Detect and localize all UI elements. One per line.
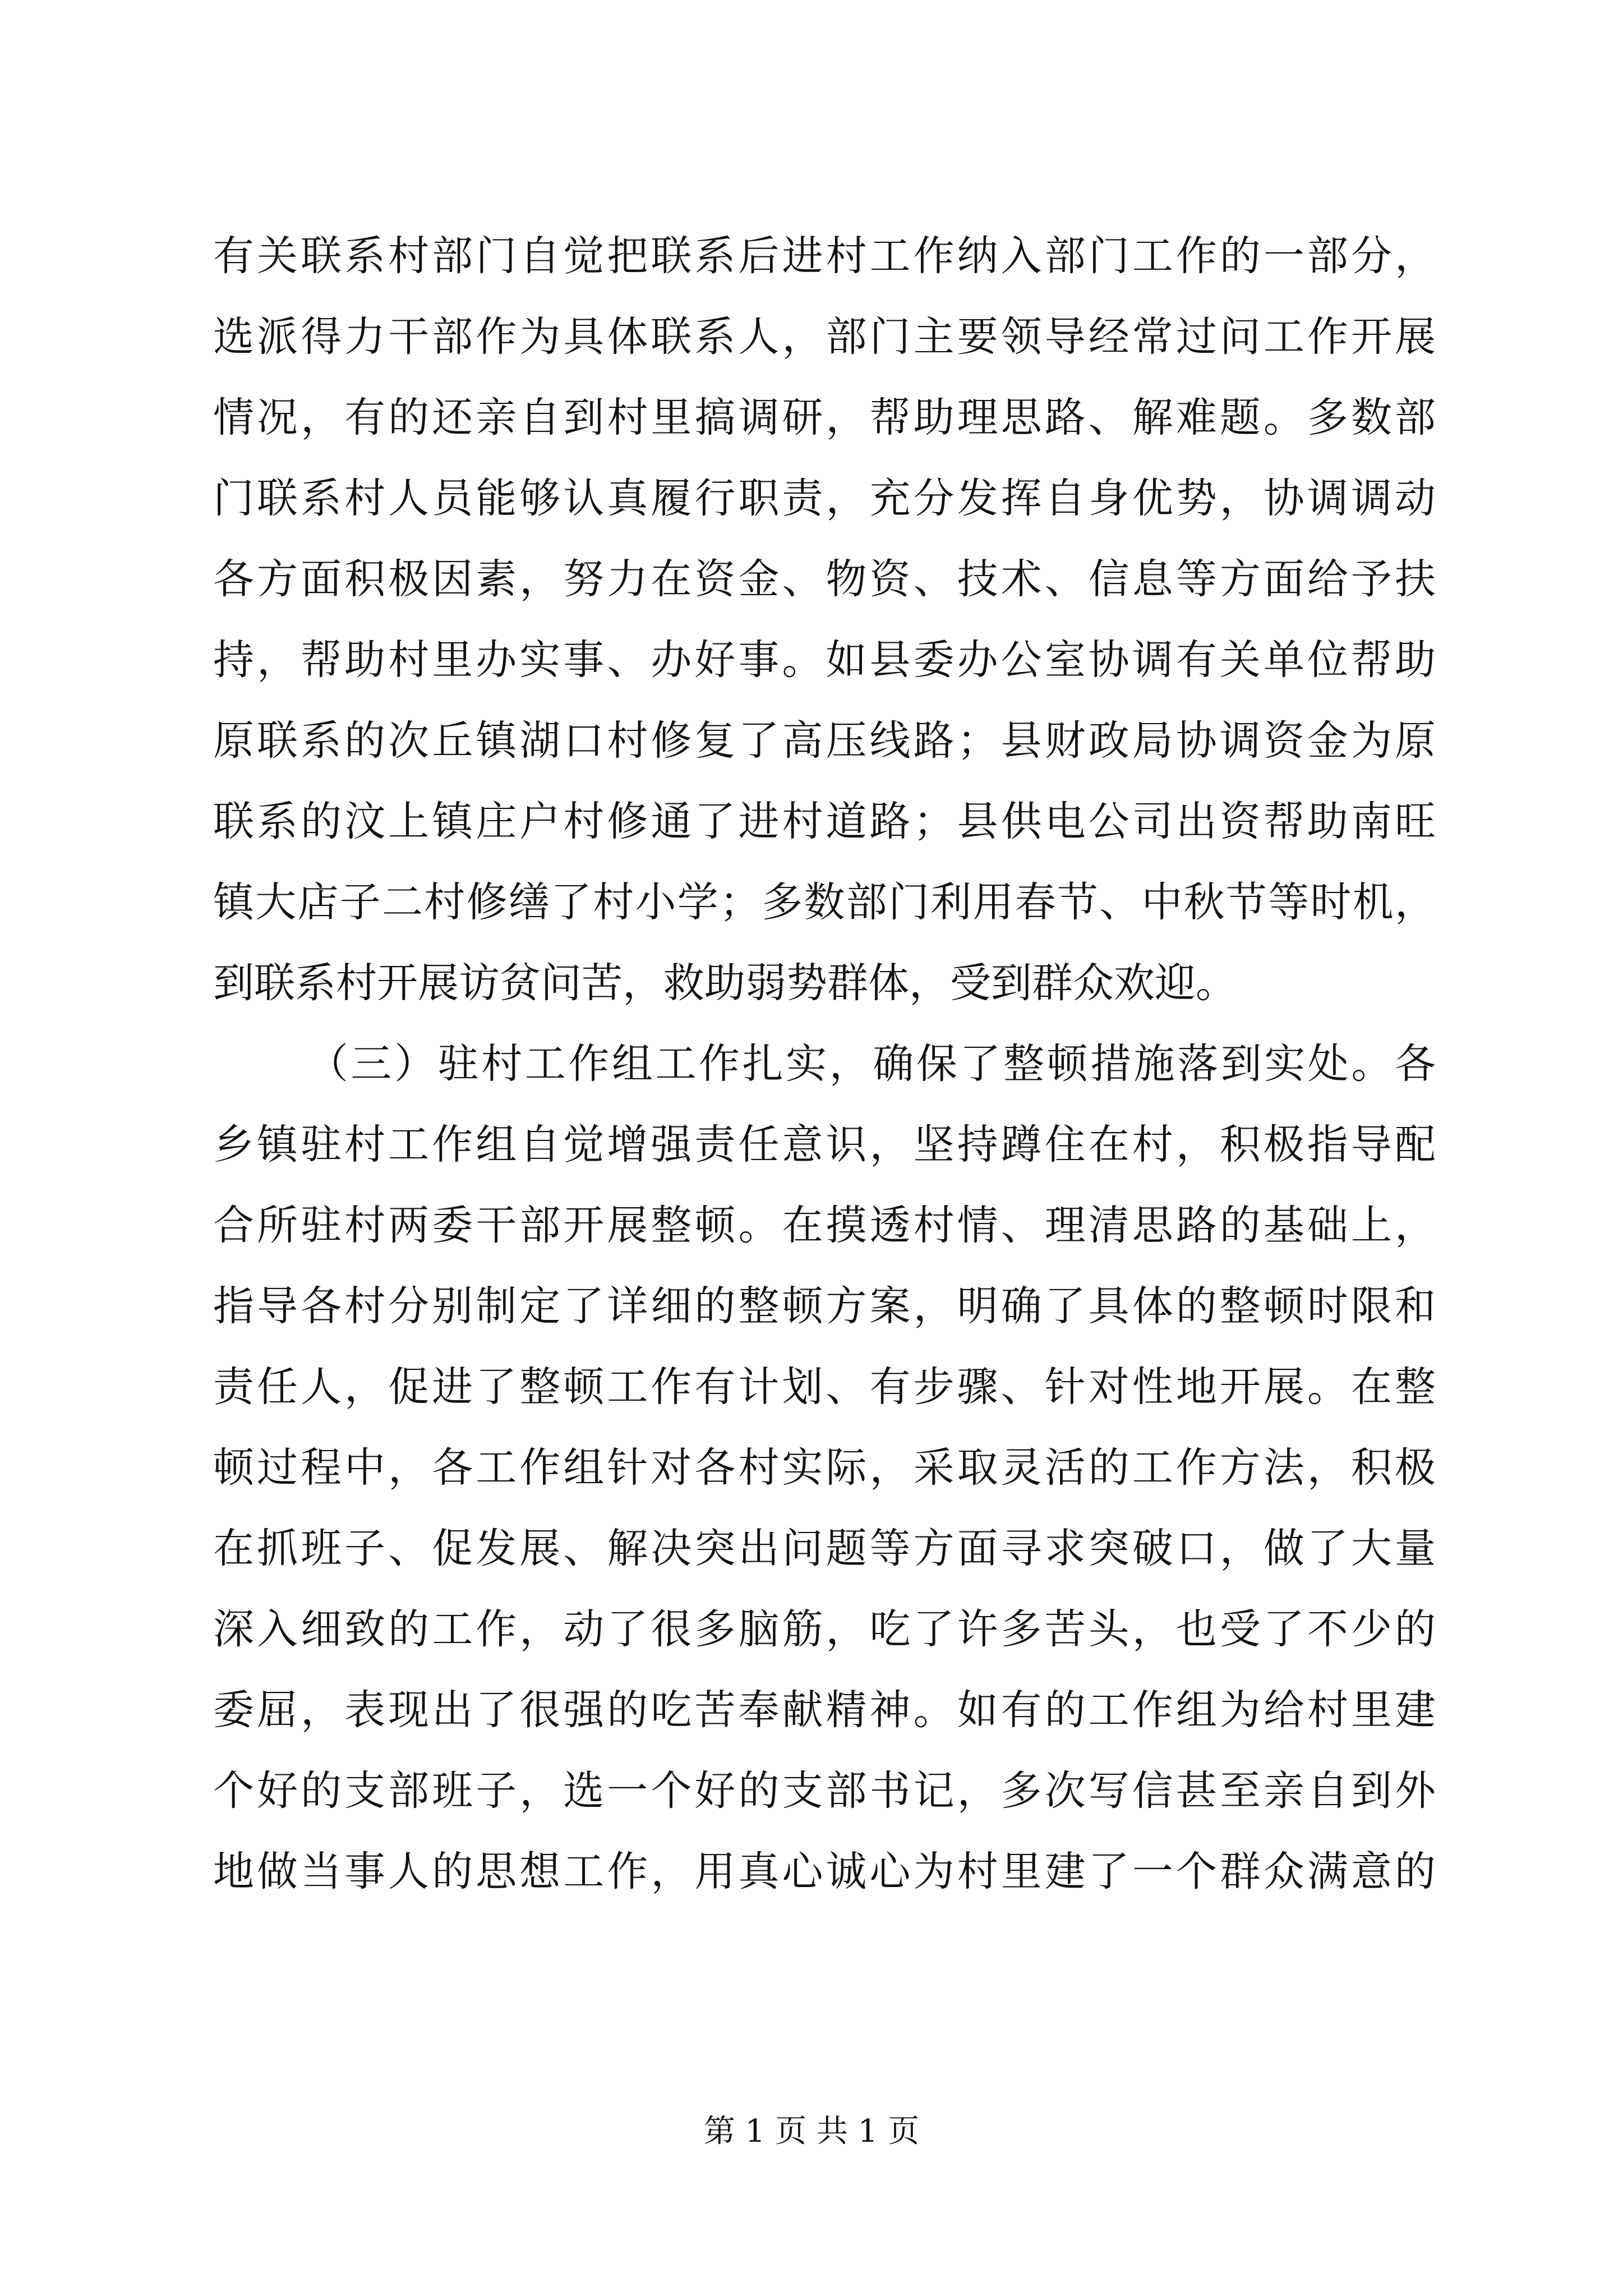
text-line: 联系的汶上镇庄户村修通了进村道路；县供电公司出资帮助南旺 bbox=[213, 798, 1436, 845]
text-line: 责任人，促进了整顿工作有计划、有步骤、针对性地开展。在整 bbox=[213, 1363, 1436, 1411]
text-line: 深入细致的工作，动了很多脑筋，吃了许多苦头，也受了不少的 bbox=[213, 1605, 1436, 1653]
page-number-footer: 第 1 页 共 1 页 bbox=[703, 2113, 920, 2150]
text-line: 门联系村人员能够认真履行职责，充分发挥自身优势，协调调动 bbox=[213, 475, 1436, 522]
text-line: 指导各村分别制定了详细的整顿方案，明确了具体的整顿时限和 bbox=[213, 1282, 1436, 1330]
text-line: 到联系村开展访贫问苦，救助弱势群体，受到群众欢迎。 bbox=[213, 959, 1237, 1007]
text-line: 顿过程中，各工作组针对各村实际，采取灵活的工作方法，积极 bbox=[213, 1444, 1436, 1492]
text-line: 合所驻村两委干部开展整顿。在摸透村情、理清思路的基础上， bbox=[213, 1202, 1436, 1249]
text-line: 在抓班子、促发展、解决突出问题等方面寻求突破口，做了大量 bbox=[213, 1525, 1436, 1572]
text-line: 各方面积极因素，努力在资金、物资、技术、信息等方面给予扶 bbox=[213, 555, 1436, 603]
text-line: 乡镇驻村工作组自觉增强责任意识，坚持蹲住在村，积极指导配 bbox=[213, 1121, 1436, 1168]
document-body bbox=[213, 216, 1436, 1912]
text-line: 有关联系村部门自觉把联系后进村工作纳入部门工作的一部分， bbox=[213, 232, 1436, 280]
text-line: 选派得力干部作为具体联系人，部门主要领导经常过问工作开展 bbox=[213, 313, 1436, 361]
text-line: 委屈，表现出了很强的吃苦奉献精神。如有的工作组为给村里建 bbox=[213, 1686, 1436, 1734]
text-line: 个好的支部班子，选一个好的支部书记，多次写信甚至亲自到外 bbox=[213, 1767, 1436, 1815]
text-line: 情况，有的还亲自到村里搞调研，帮助理思路、解难题。多数部 bbox=[213, 394, 1436, 441]
text-line: 持，帮助村里办实事、办好事。如县委办公室协调有关单位帮助 bbox=[213, 636, 1436, 684]
text-line: 镇大店子二村修缮了村小学；多数部门利用春节、中秋节等时机， bbox=[213, 878, 1436, 926]
paragraph-heading-line: （三）驻村工作组工作扎实，确保了整顿措施落到实处。各 bbox=[307, 1040, 1436, 1088]
text-line: 地做当事人的思想工作，用真心诚心为村里建了一个群众满意的 bbox=[213, 1848, 1436, 1895]
text-line: 原联系的次丘镇湖口村修复了高压线路；县财政局协调资金为原 bbox=[213, 717, 1436, 765]
